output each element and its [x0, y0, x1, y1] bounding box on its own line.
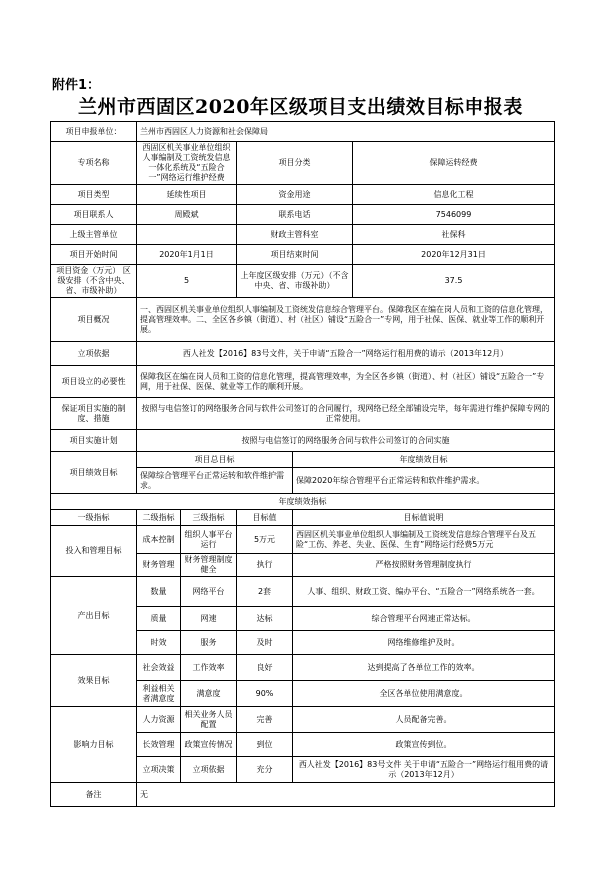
satisfaction-desc: 全区各单位使用满意度。 — [293, 681, 555, 707]
basis-label: 立项依据 — [51, 342, 137, 366]
finance-mgmt-l3: 财务管理制度健全 — [181, 554, 237, 577]
longterm-l3: 政策宣传情况 — [181, 733, 237, 757]
indicators-section-title: 年度绩效指标 — [51, 494, 555, 510]
hr-label: 人力资源 — [137, 707, 181, 733]
satisfaction-value: 90% — [237, 681, 293, 707]
satisfaction-label: 利益相关者满意度 — [137, 681, 181, 707]
decision-value: 充分 — [237, 757, 293, 783]
remark-value: 无 — [137, 783, 555, 807]
necessity-value: 保障我区在编在岗人员和工资的信息化管理，提高管理效率，为全区各乡镇（街道）、村（社区）铺设“五险合一”专网，用于社保、医保、就业等工作的顺利开展。 — [137, 366, 555, 398]
qty-value: 2套 — [237, 577, 293, 607]
unit-label: 项目申报单位： — [51, 122, 137, 142]
decision-label: 立项决策 — [137, 757, 181, 783]
quality-label: 质量 — [137, 607, 181, 631]
qty-l3: 网络平台 — [181, 577, 237, 607]
fund-use-label: 资金用途 — [237, 185, 353, 205]
overview-label: 项目概况 — [51, 298, 137, 342]
end-value: 2020年12月31日 — [353, 245, 555, 265]
remark-label: 备注 — [51, 783, 137, 807]
finance-label: 财政主管科室 — [237, 225, 353, 245]
type-value: 延续性项目 — [137, 185, 237, 205]
superior-value — [137, 225, 237, 245]
category-value: 保障运转经费 — [353, 142, 555, 185]
hr-desc: 人员配备完善。 — [293, 707, 555, 733]
prev-funds-label: 上年度区级安排（万元）（不含中央、省、市级补助） — [237, 265, 353, 298]
input-label: 投入和管理目标 — [51, 526, 137, 577]
start-label: 项目开始时间 — [51, 245, 137, 265]
hr-l3: 相关业务人员配置 — [181, 707, 237, 733]
superior-label: 上级主管单位 — [51, 225, 137, 245]
prev-funds-value: 37.5 — [353, 265, 555, 298]
long-term-label: 项目总目标 — [137, 452, 293, 468]
longterm-label: 长效管理 — [137, 733, 181, 757]
name-value: 西固区机关事业单位组织人事编制及工资统发信息一体化系统及“五险合一”网络运行维护经费 — [137, 142, 237, 185]
quality-l3: 网速 — [181, 607, 237, 631]
plan-value: 按照与电信签订的网络服务合同与软件公司签订的合同实施 — [137, 430, 555, 452]
quality-value: 达标 — [237, 607, 293, 631]
fund-use-value: 信息化工程 — [353, 185, 555, 205]
plan-label: 项目实施计划 — [51, 430, 137, 452]
long-term-value: 保障综合管理平台正常运转和软件维护需求。 — [137, 468, 293, 494]
output-label: 产出目标 — [51, 577, 137, 655]
cost-desc: 西固区机关事业单位组织人事编制及工资统发信息综合管理平台及五险“工伤、养老、失业、医保、生育”网络运行经费5万元 — [293, 526, 555, 554]
end-label: 项目结束时间 — [237, 245, 353, 265]
funds-label: 项目资金（万元） 区级安排（不含中央、省、市级补助） — [51, 265, 137, 298]
necessity-label: 项目设立的必要性 — [51, 366, 137, 398]
finance-mgmt-label: 财务管理 — [137, 554, 181, 577]
longterm-desc: 政策宣传到位。 — [293, 733, 555, 757]
qty-desc: 人事、组织、财政工资、编办平台、“五险合一”网络系统各一套。 — [293, 577, 555, 607]
cost-label: 成本控制 — [137, 526, 181, 554]
annual-label: 年度绩效目标 — [293, 452, 555, 468]
overview-value: 一、西固区机关事业单位组织人事编制及工资统发信息综合管理平台。保障我区在编在岗人员和工资的信息化管理，提高管理效率。二、全区各乡镇（街道）、村（社区）铺设“五险合一”专网，用于社保、医保、就业等工作的顺利开展。 — [137, 298, 555, 342]
type-label: 项目类型 — [51, 185, 137, 205]
start-value: 2020年1月1日 — [137, 245, 237, 265]
decision-desc: 西人社发【2016】83号文件 关于申请“五险合一”网络运行租用费的请示（2013年12月） — [293, 757, 555, 783]
longterm-value: 到位 — [237, 733, 293, 757]
time-l3: 服务 — [181, 631, 237, 655]
attachment-label: 附件1： — [52, 78, 101, 93]
effect-label: 效果目标 — [51, 655, 137, 707]
basis-value: 西人社发【2016】83号文件，关于申请“五险合一”网络运行租用费的请示（2013年12月） — [137, 342, 555, 366]
social-value: 良好 — [237, 655, 293, 681]
time-desc: 网络维修维护及时。 — [293, 631, 555, 655]
finance-mgmt-desc: 严格按照财务管理制度执行 — [293, 554, 555, 577]
qty-label: 数量 — [137, 577, 181, 607]
annual-value: 保障2020年综合管理平台正常运转和软件维护需求。 — [293, 468, 555, 494]
name-label: 专项名称 — [51, 142, 137, 185]
col-value: 目标值 — [237, 510, 293, 526]
finance-value: 社保科 — [353, 225, 555, 245]
quality-desc: 综合管理平台网速正常达标。 — [293, 607, 555, 631]
social-desc: 达到提高了各单位工作的效率。 — [293, 655, 555, 681]
time-label: 时效 — [137, 631, 181, 655]
social-l3: 工作效率 — [181, 655, 237, 681]
funds-value: 5 — [137, 265, 237, 298]
col-level3: 三级指标 — [181, 510, 237, 526]
hr-value: 完善 — [237, 707, 293, 733]
decision-l3: 立项依据 — [181, 757, 237, 783]
finance-mgmt-value: 执行 — [237, 554, 293, 577]
performance-goal-table — [50, 121, 555, 807]
goal-label: 项目绩效目标 — [51, 452, 137, 494]
time-value: 及时 — [237, 631, 293, 655]
contact-label: 项目联系人 — [51, 205, 137, 225]
guarantee-value: 按照与电信签订的网络服务合同与软件公司签订的合同履行，现网络已经全部铺设完毕，每年需进行维护保障专网的正常使用。 — [137, 398, 555, 430]
phone-label: 联系电话 — [237, 205, 353, 225]
col-level1: 一级指标 — [51, 510, 137, 526]
satisfaction-l3: 满意度 — [181, 681, 237, 707]
unit-value: 兰州市西固区人力资源和社会保障局 — [137, 122, 555, 142]
contact-value: 周殿斌 — [137, 205, 237, 225]
cost-l3: 组织人事平台运行 — [181, 526, 237, 554]
guarantee-label: 保证项目实施的制度、措施 — [51, 398, 137, 430]
col-desc: 目标值说明 — [293, 510, 555, 526]
cost-value: 5万元 — [237, 526, 293, 554]
page-title: 兰州市西固区2020年区级项目支出绩效目标申报表 — [78, 96, 523, 118]
col-level2: 二级指标 — [137, 510, 181, 526]
impact-label: 影响力目标 — [51, 707, 137, 783]
social-label: 社会效益 — [137, 655, 181, 681]
phone-value: 7546099 — [353, 205, 555, 225]
category-label: 项目分类 — [237, 142, 353, 185]
